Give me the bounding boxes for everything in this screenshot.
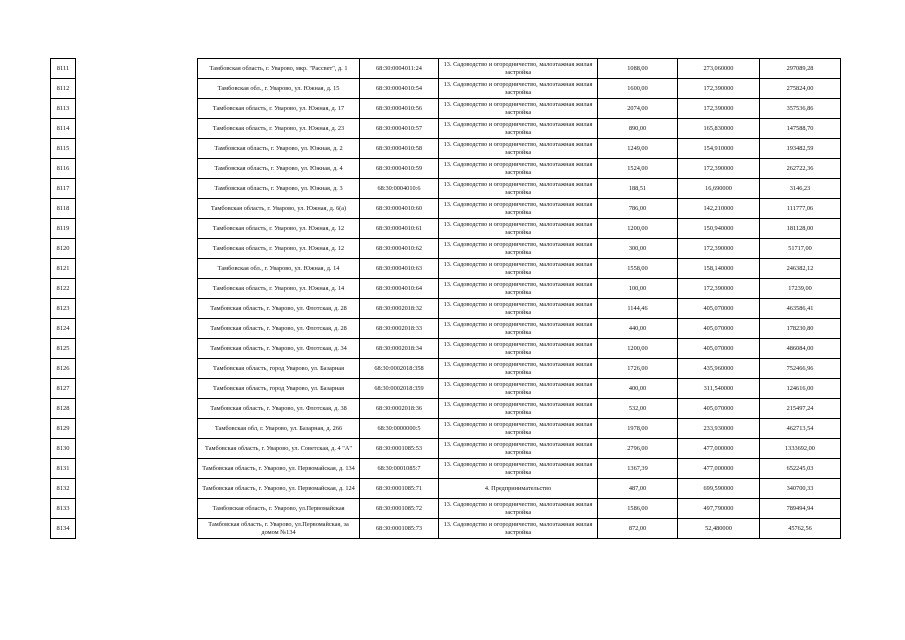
cadastral-value-cell: 1333692,00 [785,444,815,452]
row-number: 8123 [51,299,75,319]
table-row [198,479,840,499]
unit-value-cell: 477,000000 [678,439,760,458]
area-cell: 1586,00 [598,499,678,518]
cadastral-number-cell: 68:30:0000000:5 [360,419,439,438]
area-cell: 1144,46 [598,299,678,318]
row-number: 8114 [51,119,75,139]
address-cell: Тамбовская область, г. Уварово, ул. Флотская, д. 28 [198,319,360,338]
cadastral-number-cell: 68:30:0004010:64 [360,279,439,298]
land-use-cell: 13. Садоводство и огородничество, малоэтажная жилая застройка [439,59,598,78]
table-row [198,159,840,179]
land-use-cell: 13. Садоводство и огородничество, малоэтажная жилая застройка [439,199,598,218]
cadastral-value-cell: 357536,86 [786,104,814,112]
unit-value-cell: 172,390000 [678,279,760,298]
area-cell: 2796,00 [598,439,678,458]
unit-value-cell: 165,830000 [678,119,760,138]
unit-value-cell: 172,390000 [678,159,760,178]
table-row [198,339,840,359]
table-row [198,419,840,439]
area-cell: 1367,39 [598,459,678,478]
row-number: 8111 [51,59,75,79]
address-cell: Тамбовская область, г. Уварово, ул. Флотская, д. 38 [198,399,360,418]
land-use-cell: 13. Садоводство и огородничество, малоэтажная жилая застройка [439,379,598,398]
cadastral-number-cell: 68:30:0001085:73 [360,519,439,538]
land-use-cell: 13. Садоводство и огородничество, малоэтажная жилая застройка [439,159,598,178]
table-row [198,179,840,199]
cadastral-number-cell: 68:30:0002018:33 [360,319,439,338]
cadastral-number-cell: 68:30:0004010:56 [360,99,439,118]
cadastral-value-cell: 193482,59 [786,144,814,152]
unit-value-cell: 52,480000 [678,519,760,538]
cadastral-table [197,58,841,539]
row-number: 8118 [51,199,75,219]
address-cell: Тамбовская область, г. Уварово, ул. Южная, д. 14 [198,279,360,298]
area-cell: 1249,00 [598,139,678,158]
land-use-cell: 13. Садоводство и огородничество, малоэтажная жилая застройка [439,99,598,118]
table-row [198,319,840,339]
table-row [198,139,840,159]
cadastral-number-cell: 68:30:0002018:358 [360,359,439,378]
cadastral-value-cell: 45762,56 [788,524,812,532]
address-cell: Тамбовская область, г. Уварово, ул. Южная, д. 12 [198,219,360,238]
cadastral-value-cell: 462713,54 [786,424,814,432]
row-number: 8120 [51,239,75,259]
cadastral-value-cell: 340700,33 [786,484,814,492]
unit-value-cell: 150,940000 [678,219,760,238]
cadastral-number-cell: 68:30:0001085:72 [360,499,439,518]
area-cell: 786,00 [598,199,678,218]
row-number: 8128 [51,399,75,419]
cadastral-number-cell: 68:30:0004010:6 [360,179,439,198]
address-cell: Тамбовская область, г. Уварово, ул. Южная, д. 12 [198,239,360,258]
unit-value-cell: 405,070000 [678,299,760,318]
unit-value-cell: 435,960000 [678,359,760,378]
cadastral-value-cell: 789494,94 [786,504,814,512]
cadastral-number-cell: 68:30:0004010:60 [360,199,439,218]
unit-value-cell: 233,930000 [678,419,760,438]
cadastral-number-cell: 68:30:0002018:36 [360,399,439,418]
address-cell: Тамбовская область, г. Уварово, ул. Южная, д. 6(а) [198,199,360,218]
area-cell: 1726,00 [598,359,678,378]
area-cell: 890,00 [598,119,678,138]
table-row [198,219,840,239]
table-row [198,119,840,139]
land-use-cell: 13. Садоводство и огородничество, малоэтажная жилая застройка [439,459,598,478]
cadastral-number-cell: 68:30:0004010:54 [360,79,439,98]
unit-value-cell: 311,540000 [678,379,760,398]
cadastral-number-cell: 68:30:0004010:61 [360,219,439,238]
land-use-cell: 13. Садоводство и огородничество, малоэтажная жилая застройка [439,119,598,138]
unit-value-cell: 158,140000 [678,259,760,278]
land-use-cell: 13. Садоводство и огородничество, малоэтажная жилая застройка [439,359,598,378]
cadastral-number-cell: 68:30:0002018:32 [360,299,439,318]
table-row [198,439,840,459]
area-cell: 440,00 [598,319,678,338]
unit-value-cell: 172,390000 [678,99,760,118]
land-use-cell: 13. Садоводство и огородничество, малоэтажная жилая застройка [439,499,598,518]
unit-value-cell: 405,070000 [678,319,760,338]
table-row [198,239,840,259]
address-cell: Тамбовская область, город Уварово, ул. Базарная [198,379,360,398]
cadastral-number-cell: 68:30:0002018:359 [360,379,439,398]
land-use-cell: 13. Садоводство и огородничество, малоэтажная жилая застройка [439,419,598,438]
land-use-cell: 13. Садоводство и огородничество, малоэтажная жилая застройка [439,219,598,238]
table-row [198,59,840,79]
address-cell: Тамбовская область, г. Уварово, ул. Первомайская, д. 134 [198,459,360,478]
address-cell: Тамбовская обл., г. Уварово, ул. Южная, д. 15 [198,79,360,98]
land-use-cell: 13. Садоводство и огородничество, малоэтажная жилая застройка [439,439,598,458]
row-number: 8127 [51,379,75,399]
row-number: 8132 [51,479,75,499]
unit-value-cell: 142,210000 [678,199,760,218]
address-cell: Тамбовская область, город Уварово, ул. Базарная [198,359,360,378]
table-row [198,519,840,539]
unit-value-cell: 273,060000 [678,59,760,78]
area-cell: 487,00 [598,479,678,498]
table-row [198,79,840,99]
unit-value-cell: 497,790000 [678,499,760,518]
land-use-cell: 13. Садоводство и огородничество, малоэтажная жилая застройка [439,399,598,418]
area-cell: 1558,00 [598,259,678,278]
row-number: 8126 [51,359,75,379]
row-number: 8121 [51,259,75,279]
unit-value-cell: 405,070000 [678,339,760,358]
row-number: 8131 [51,459,75,479]
cadastral-value-cell: 178230,80 [786,324,814,332]
cadastral-value-cell: 275824,00 [786,84,814,92]
unit-value-cell: 699,590000 [678,479,760,498]
address-cell: Тамбовская область, г. Уварово, ул. Флотская, д. 34 [198,339,360,358]
row-number: 8115 [51,139,75,159]
table-row [198,399,840,419]
row-number: 8122 [51,279,75,299]
row-number-column [50,58,76,539]
unit-value-cell: 172,390000 [678,239,760,258]
land-use-cell: 13. Садоводство и огородничество, малоэтажная жилая застройка [439,279,598,298]
cadastral-number-cell: 68:30:0004010:58 [360,139,439,158]
table-row [198,459,840,479]
row-number: 8130 [51,439,75,459]
address-cell: Тамбовская область, г. Уварово, ул. Советская, д. 4 "А" [198,439,360,458]
table-row [198,199,840,219]
table-row [198,299,840,319]
unit-value-cell: 16,690000 [678,179,760,198]
land-use-cell: 13. Садоводство и огородничество, малоэтажная жилая застройка [439,519,598,538]
land-use-cell: 13. Садоводство и огородничество, малоэтажная жилая застройка [439,319,598,338]
address-cell: Тамбовская область, г. Уварово, ул. Флотская, д. 28 [198,299,360,318]
area-cell: 188,51 [598,179,678,198]
address-cell: Тамбовская область, г. Уварово, ул. Южная, д. 3 [198,179,360,198]
land-use-cell: 13. Садоводство и огородничество, малоэтажная жилая застройка [439,259,598,278]
address-cell: Тамбовская область, г. Уварово, ул. Первомайская, д. 124 [198,479,360,498]
row-number: 8133 [51,499,75,519]
cadastral-number-cell: 68:30:0002018:34 [360,339,439,358]
row-number: 8116 [51,159,75,179]
land-use-cell: 13. Садоводство и огородничество, малоэтажная жилая застройка [439,139,598,158]
land-use-cell: 4. Предпринимательство [439,479,598,498]
area-cell: 872,00 [598,519,678,538]
area-cell: 1088,00 [598,59,678,78]
cadastral-number-cell: 68:30:0004010:57 [360,119,439,138]
address-cell: Тамбовская обл, г. Уварово, ул. Базарная, д. 266 [198,419,360,438]
cadastral-number-cell: 68:30:0004010:63 [360,259,439,278]
row-number: 8134 [51,519,75,539]
address-cell: Тамбовская область, г. Уварово, ул. Южная, д. 23 [198,119,360,138]
cadastral-value-cell: 297089,28 [786,64,814,72]
cadastral-value-cell: 752466,96 [786,364,814,372]
table-row [198,379,840,399]
cadastral-value-cell: 17239,00 [788,284,812,292]
land-use-cell: 13. Садоводство и огородничество, малоэтажная жилая застройка [439,179,598,198]
row-number: 8112 [51,79,75,99]
row-number: 8117 [51,179,75,199]
cadastral-number-cell: 68:30:0001085:71 [360,479,439,498]
table-row [198,99,840,119]
table-row [198,279,840,299]
cadastral-value-cell: 215497,24 [786,404,814,412]
row-number: 8119 [51,219,75,239]
address-cell: Тамбовская область, г. Уварово, ул.Первомайская [198,499,360,518]
land-use-cell: 13. Садоводство и огородничество, малоэтажная жилая застройка [439,239,598,258]
row-number: 8125 [51,339,75,359]
area-cell: 300,00 [598,239,678,258]
unit-value-cell: 405,070000 [678,399,760,418]
address-cell: Тамбовская обл., г. Уварово, ул. Южная, д. 14 [198,259,360,278]
cadastral-value-cell: 463586,41 [786,304,814,312]
table-row [198,499,840,519]
cadastral-value-cell: 111777,06 [786,204,814,212]
cadastral-number-cell: 68:30:0001085:53 [360,439,439,458]
row-number: 8113 [51,99,75,119]
area-cell: 1978,00 [598,419,678,438]
area-cell: 400,00 [598,379,678,398]
cadastral-value-cell: 3146,23 [789,184,811,192]
area-cell: 100,00 [598,279,678,298]
area-cell: 1200,00 [598,219,678,238]
area-cell: 1524,00 [598,159,678,178]
land-use-cell: 13. Садоводство и огородничество, малоэтажная жилая застройка [439,299,598,318]
cadastral-value-cell: 652245,03 [786,464,814,472]
unit-value-cell: 172,390000 [678,79,760,98]
land-use-cell: 13. Садоводство и огородничество, малоэтажная жилая застройка [439,79,598,98]
area-cell: 532,00 [598,399,678,418]
cadastral-value-cell: 147588,70 [786,124,814,132]
address-cell: Тамбовская область, г. Уварово, ул. Южная, д. 4 [198,159,360,178]
cadastral-number-cell: 68:30:0004010:59 [360,159,439,178]
address-cell: Тамбовская область, г. Уварово, ул. Южная, д. 17 [198,99,360,118]
row-number: 8129 [51,419,75,439]
unit-value-cell: 154,910000 [678,139,760,158]
cadastral-value-cell: 181128,00 [786,224,814,232]
area-cell: 1200,00 [598,339,678,358]
cadastral-number-cell: 68:30:0004011:24 [360,59,439,78]
land-use-cell: 13. Садоводство и огородничество, малоэтажная жилая застройка [439,339,598,358]
cadastral-value-cell: 51717,00 [788,244,812,252]
cadastral-number-cell: 68:30:0004010:62 [360,239,439,258]
cadastral-value-cell: 124616,00 [786,384,814,392]
unit-value-cell: 477,000000 [678,459,760,478]
address-cell: Тамбовская область, г. Уварово, ул. Южная, д. 2 [198,139,360,158]
address-cell: Тамбовская область, г. Уварово, ул.Первомайская, за домом №134 [198,519,360,538]
cadastral-value-cell: 262722,36 [786,164,814,172]
area-cell: 2074,00 [598,99,678,118]
cadastral-value-cell: 486084,00 [786,344,814,352]
cadastral-value-cell: 246382,12 [786,264,814,272]
table-row [198,359,840,379]
row-number: 8124 [51,319,75,339]
cadastral-number-cell: 68:30:0001085:7 [360,459,439,478]
address-cell: Тамбовская область, г. Уварово, мкр. "Рассвет", д. 1 [198,59,360,78]
area-cell: 1600,00 [598,79,678,98]
table-row [198,259,840,279]
